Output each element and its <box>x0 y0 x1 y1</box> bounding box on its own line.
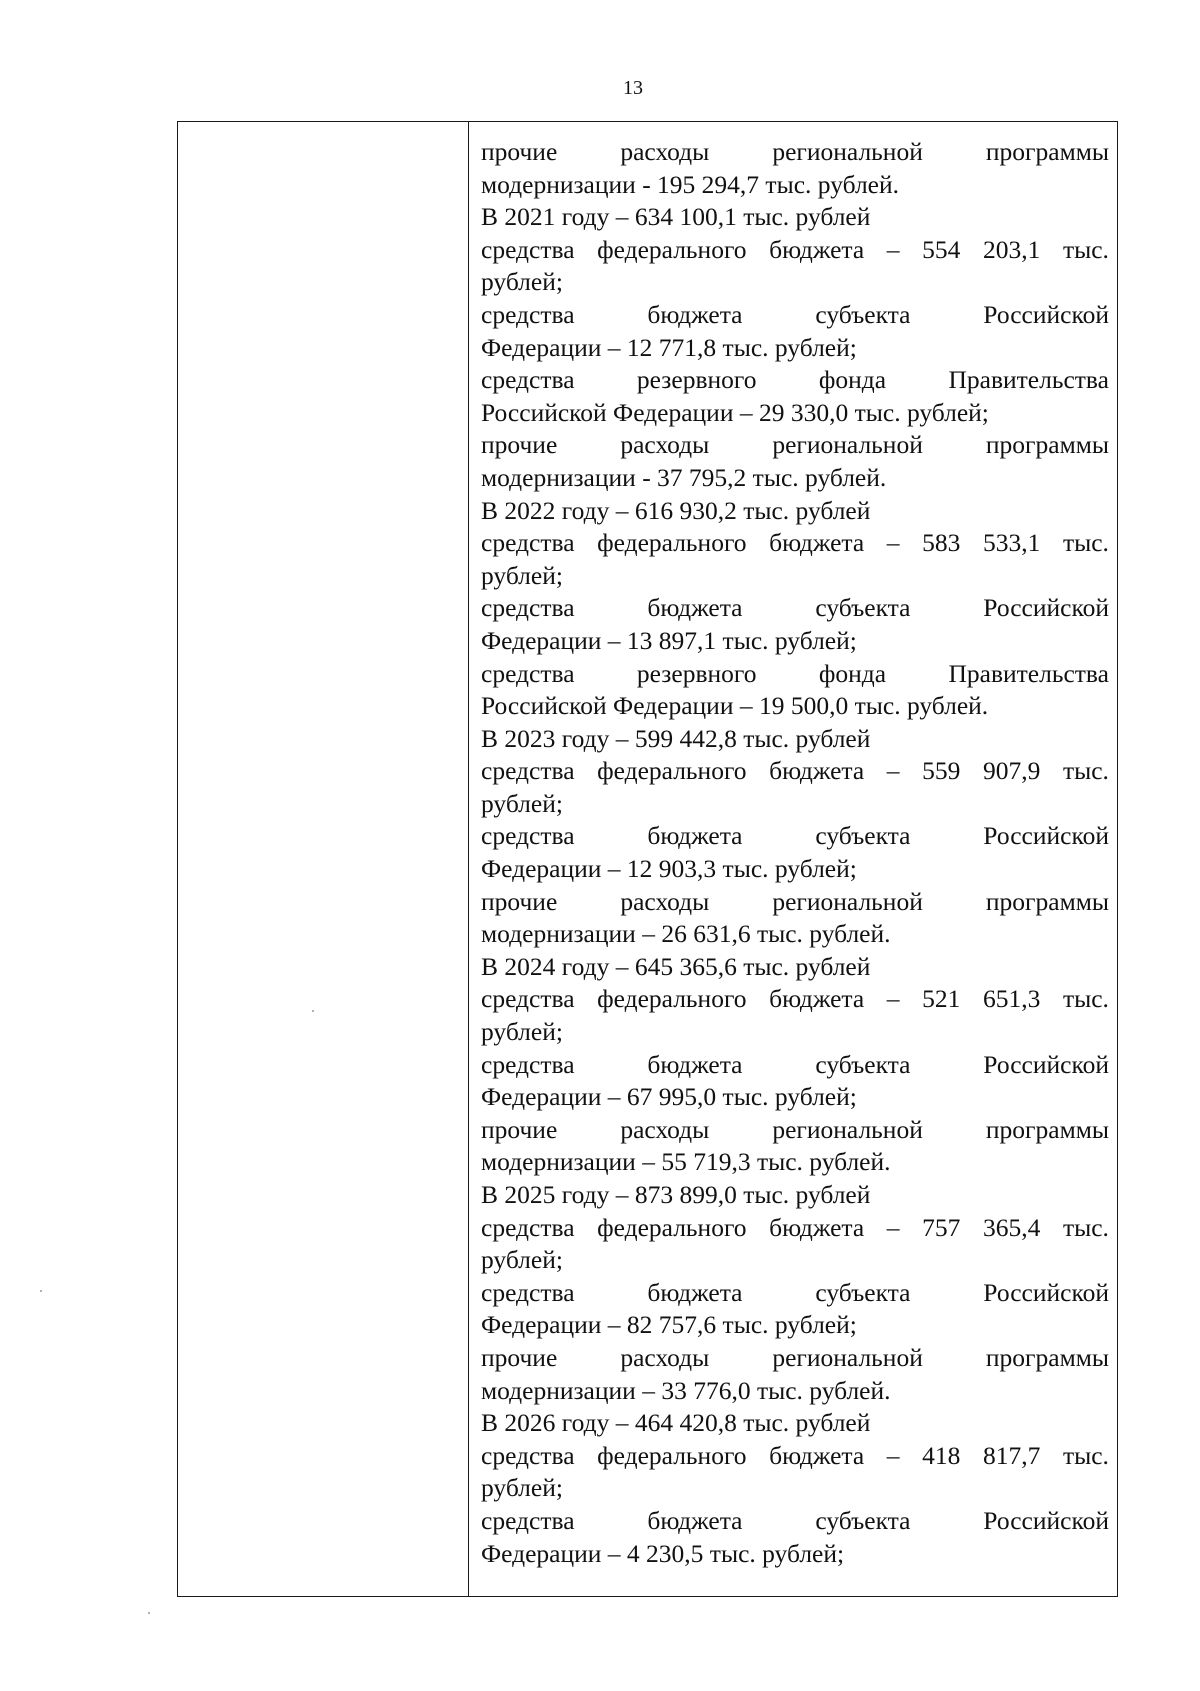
text-line: рублей; <box>481 788 563 818</box>
text-line: Российской Федерации – 19 500,0 тыс. рублей. <box>481 691 989 721</box>
text-line: средства бюджета субъекта Российской <box>481 1277 1109 1307</box>
text-line: В 2026 году – 464 420,8 тыс. рублей <box>481 1408 871 1438</box>
text-line: прочие расходы региональной программы <box>481 1114 1109 1144</box>
text-line: Федерации – 67 995,0 тыс. рублей; <box>481 1082 857 1112</box>
text-line: средства бюджета субъекта Российской <box>481 821 1109 851</box>
text-line: В 2021 году – 634 100,1 тыс. рублей <box>481 202 871 232</box>
text-line: рублей; <box>481 267 563 297</box>
scan-speck <box>312 1010 314 1012</box>
text-line: средства федерального бюджета – 418 817,7 тыс. <box>481 1440 1109 1470</box>
scan-speck <box>40 1290 42 1292</box>
funding-table <box>177 121 1118 1597</box>
text-line: средства федерального бюджета – 559 907,9 тыс. <box>481 756 1109 786</box>
text-line: Федерации – 82 757,6 тыс. рублей; <box>481 1310 857 1340</box>
text-line: модернизации – 55 719,3 тыс. рублей. <box>481 1147 891 1177</box>
text-line: Федерации – 12 903,3 тыс. рублей; <box>481 854 857 884</box>
text-line: средства федерального бюджета – 757 365,4 тыс. <box>481 1212 1109 1242</box>
text-line: прочие расходы региональной программы <box>481 137 1109 166</box>
text-line: прочие расходы региональной программы <box>481 430 1109 460</box>
text-line: В 2023 году – 599 442,8 тыс. рублей <box>481 723 871 753</box>
text-line: средства резервного фонда Правительства <box>481 365 1109 395</box>
text-line: В 2022 году – 616 930,2 тыс. рублей <box>481 495 871 525</box>
text-line: средства резервного фонда Правительства <box>481 658 1109 688</box>
text-line: модернизации - 37 795,2 тыс. рублей. <box>481 462 887 492</box>
text-line: модернизации - 195 294,7 тыс. рублей. <box>481 169 900 199</box>
text-line: средства бюджета субъекта Российской <box>481 1505 1109 1535</box>
text-line: средства бюджета субъекта Российской <box>481 299 1109 329</box>
text-line: В 2025 году – 873 899,0 тыс. рублей <box>481 1180 871 1209</box>
text-line: рублей; <box>481 560 563 590</box>
text-line: модернизации – 26 631,6 тыс. рублей. <box>481 919 891 949</box>
text-line: рублей; <box>481 1245 563 1275</box>
text-line: средства федерального бюджета – 521 651,3 тыс. <box>481 984 1109 1014</box>
page-number: 13 <box>623 77 643 99</box>
text-line: средства федерального бюджета – 583 533,1 тыс. <box>481 528 1109 558</box>
text-line: В 2024 году – 645 365,6 тыс. рублей <box>481 951 871 981</box>
text-line: рублей; <box>481 1473 563 1503</box>
text-line: рублей; <box>481 1017 563 1047</box>
text-line: прочие расходы региональной программы <box>481 1342 1109 1372</box>
text-line: Федерации – 4 230,5 тыс. рублей; <box>481 1538 845 1568</box>
table-left-cell <box>178 122 469 1596</box>
text-line: Федерации – 12 771,8 тыс. рублей; <box>481 332 857 362</box>
text-line: средства федерального бюджета – 554 203,1 тыс. <box>481 234 1109 264</box>
text-line: средства бюджета субъекта Российской <box>481 593 1109 623</box>
text-line: Федерации – 13 897,1 тыс. рублей; <box>481 625 857 655</box>
scan-speck <box>148 1612 150 1614</box>
text-line: средства бюджета субъекта Российской <box>481 1049 1109 1079</box>
text-line: Российской Федерации – 29 330,0 тыс. рублей; <box>481 397 989 427</box>
table-right-cell <box>469 122 1117 1596</box>
text-line: модернизации – 33 776,0 тыс. рублей. <box>481 1375 891 1405</box>
text-line: прочие расходы региональной программы <box>481 886 1109 916</box>
